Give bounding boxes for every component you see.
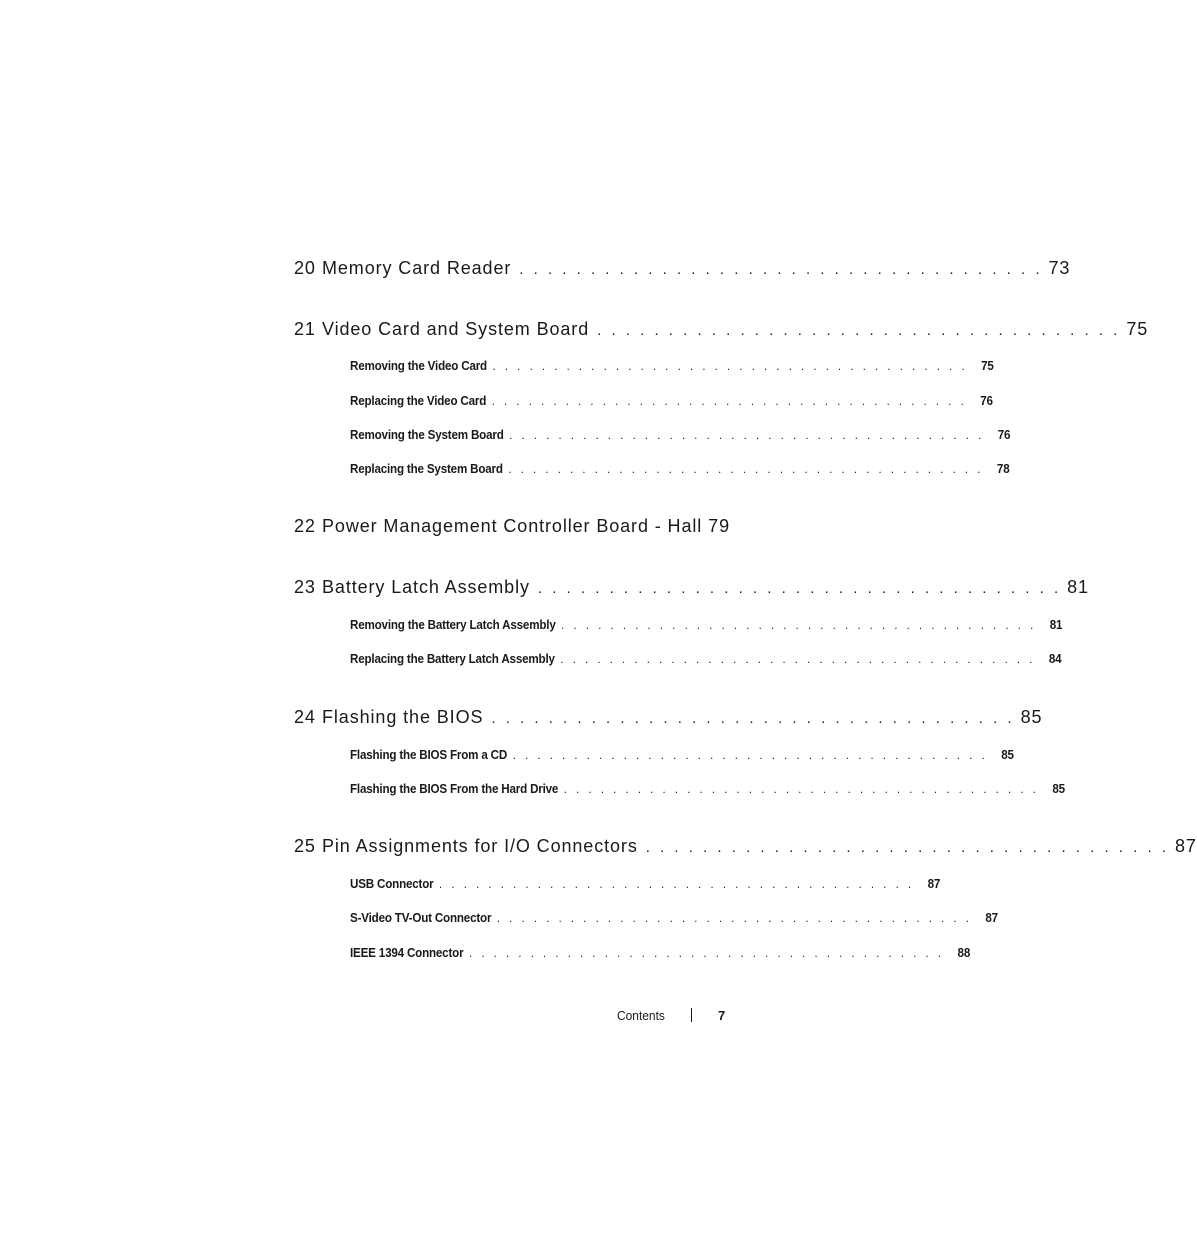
section-page: 88 xyxy=(957,946,971,960)
page-footer xyxy=(617,1005,732,1025)
toc-chapter-25[interactable] xyxy=(294,836,1197,857)
page-number: 7 xyxy=(718,1007,726,1023)
chapter-page: 79 xyxy=(708,516,730,536)
chapter-number: 24 xyxy=(294,707,316,727)
dot-leader: . . . . . . . . . . . . . . . . . . . . . . . . . . . . . . . . . . . . . . . xyxy=(492,359,968,373)
section-title: S-Video TV-Out Connector xyxy=(350,911,492,925)
toc-chapter-24[interactable] xyxy=(294,707,1043,728)
section-page: 76 xyxy=(980,394,993,408)
chapter-title: Video Card and System Board xyxy=(322,319,590,339)
toc-chapter-20[interactable] xyxy=(294,258,1071,279)
footer-divider xyxy=(691,1008,692,1022)
chapter-title: Battery Latch Assembly xyxy=(322,577,530,597)
section-page: 85 xyxy=(1001,748,1014,762)
section-title: Removing the Video Card xyxy=(350,359,487,373)
chapter-number: 25 xyxy=(294,836,316,856)
dot-leader: . . . . . . . . . . . . . . . . . . . . . . . . . . . . . . . . . . . . . . . xyxy=(560,652,1036,666)
chapter-title: Power Management Controller Board - Hall xyxy=(322,516,703,536)
chapter-page: 73 xyxy=(1048,258,1071,278)
dot-leader: . . . . . . . . . . . . . . . . . . . . . . . . . . . . . . . . . . . . . . . xyxy=(512,748,988,762)
section-title: Flashing the BIOS From a CD xyxy=(350,748,508,762)
toc-section[interactable] xyxy=(350,359,994,373)
section-page: 85 xyxy=(1052,782,1065,796)
dot-leader: . . . . . . . . . . . . . . . . . . . . . . . . . . . . . . . . . . . . . . . xyxy=(561,618,1037,632)
toc-section[interactable] xyxy=(350,394,993,408)
toc-section[interactable] xyxy=(350,462,1010,476)
dot-leader: . . . . . . . . . . . . . . . . . . . . . . . . . . . . . . . . . . . . . . . xyxy=(468,946,945,960)
section-page: 84 xyxy=(1048,652,1062,666)
toc-section[interactable] xyxy=(350,782,1065,796)
chapter-page: 87 xyxy=(1174,836,1197,856)
toc-chapter-21[interactable] xyxy=(294,319,1149,340)
section-title: Flashing the BIOS From the Hard Drive xyxy=(350,782,559,796)
dot-leader: . . . . . . . . . . . . . . . . . . . . . . . . . . . . . . . . . . . . . xyxy=(645,839,1169,856)
dot-leader: . . . . . . . . . . . . . . . . . . . . . . . . . . . . . . . . . . . . . . . xyxy=(491,394,967,408)
section-title: IEEE 1394 Connector xyxy=(350,946,464,960)
dot-leader: . . . . . . . . . . . . . . . . . . . . . . . . . . . . . . . . . . . . . . . xyxy=(508,462,984,476)
section-page: 75 xyxy=(981,359,994,373)
dot-leader: . . . . . . . . . . . . . . . . . . . . . . . . . . . . . . . . . . . . . xyxy=(537,580,1062,597)
toc-chapter-23[interactable] xyxy=(294,577,1089,598)
section-page: 87 xyxy=(927,877,941,891)
chapter-page: 81 xyxy=(1067,577,1089,597)
chapter-page: 75 xyxy=(1126,319,1149,339)
dot-leader: . . . . . . . . . . . . . . . . . . . . . . . . . . . . . . . . . . . . . xyxy=(519,261,1043,278)
section-title: Removing the System Board xyxy=(350,428,504,442)
section-title: USB Connector xyxy=(350,877,434,891)
section-title: Replacing the Battery Latch Assembly xyxy=(350,652,555,666)
toc-section[interactable] xyxy=(350,748,1014,762)
chapter-title: Flashing the BIOS xyxy=(322,707,484,727)
section-title: Replacing the System Board xyxy=(350,462,503,476)
chapter-number: 20 xyxy=(294,258,316,278)
dot-leader: . . . . . . . . . . . . . . . . . . . . . . . . . . . . . . . . . . . . . xyxy=(491,710,1015,727)
chapter-number: 23 xyxy=(294,577,316,597)
section-page: 78 xyxy=(996,462,1010,476)
chapter-page: 85 xyxy=(1020,707,1043,727)
toc-section[interactable] xyxy=(350,428,1011,442)
section-page: 87 xyxy=(985,911,998,925)
dot-leader: . . . . . . . . . . . . . . . . . . . . . . . . . . . . . . . . . . . . . . . xyxy=(496,911,972,925)
section-title: Removing the Battery Latch Assembly xyxy=(350,618,556,632)
footer-label: Contents xyxy=(617,1007,665,1023)
toc-section[interactable] xyxy=(350,618,1063,632)
chapter-number: 21 xyxy=(294,319,316,339)
section-page: 76 xyxy=(997,428,1011,442)
dot-leader: . . . . . . . . . . . . . . . . . . . . . . . . . . . . . . . . . . . . . . . xyxy=(439,877,915,891)
chapter-number: 22 xyxy=(294,516,316,536)
dot-leader: . . . . . . . . . . . . . . . . . . . . . . . . . . . . . . . . . . . . . xyxy=(597,322,1121,339)
toc-section[interactable] xyxy=(350,946,971,960)
dot-leader: . . . . . . . . . . . . . . . . . . . . . . . . . . . . . . . . . . . . . . . xyxy=(509,428,985,442)
section-title: Replacing the Video Card xyxy=(350,394,487,408)
chapter-title: Memory Card Reader xyxy=(322,258,512,278)
dot-leader: . . . . . . . . . . . . . . . . . . . . . . . . . . . . . . . . . . . . . . . xyxy=(563,782,1039,796)
toc-chapter-22[interactable] xyxy=(294,516,730,537)
toc-section[interactable] xyxy=(350,652,1062,666)
toc-section[interactable] xyxy=(350,877,941,891)
toc-section[interactable] xyxy=(350,911,998,925)
chapter-title: Pin Assignments for I/O Connectors xyxy=(322,836,638,856)
section-page: 81 xyxy=(1049,618,1063,632)
